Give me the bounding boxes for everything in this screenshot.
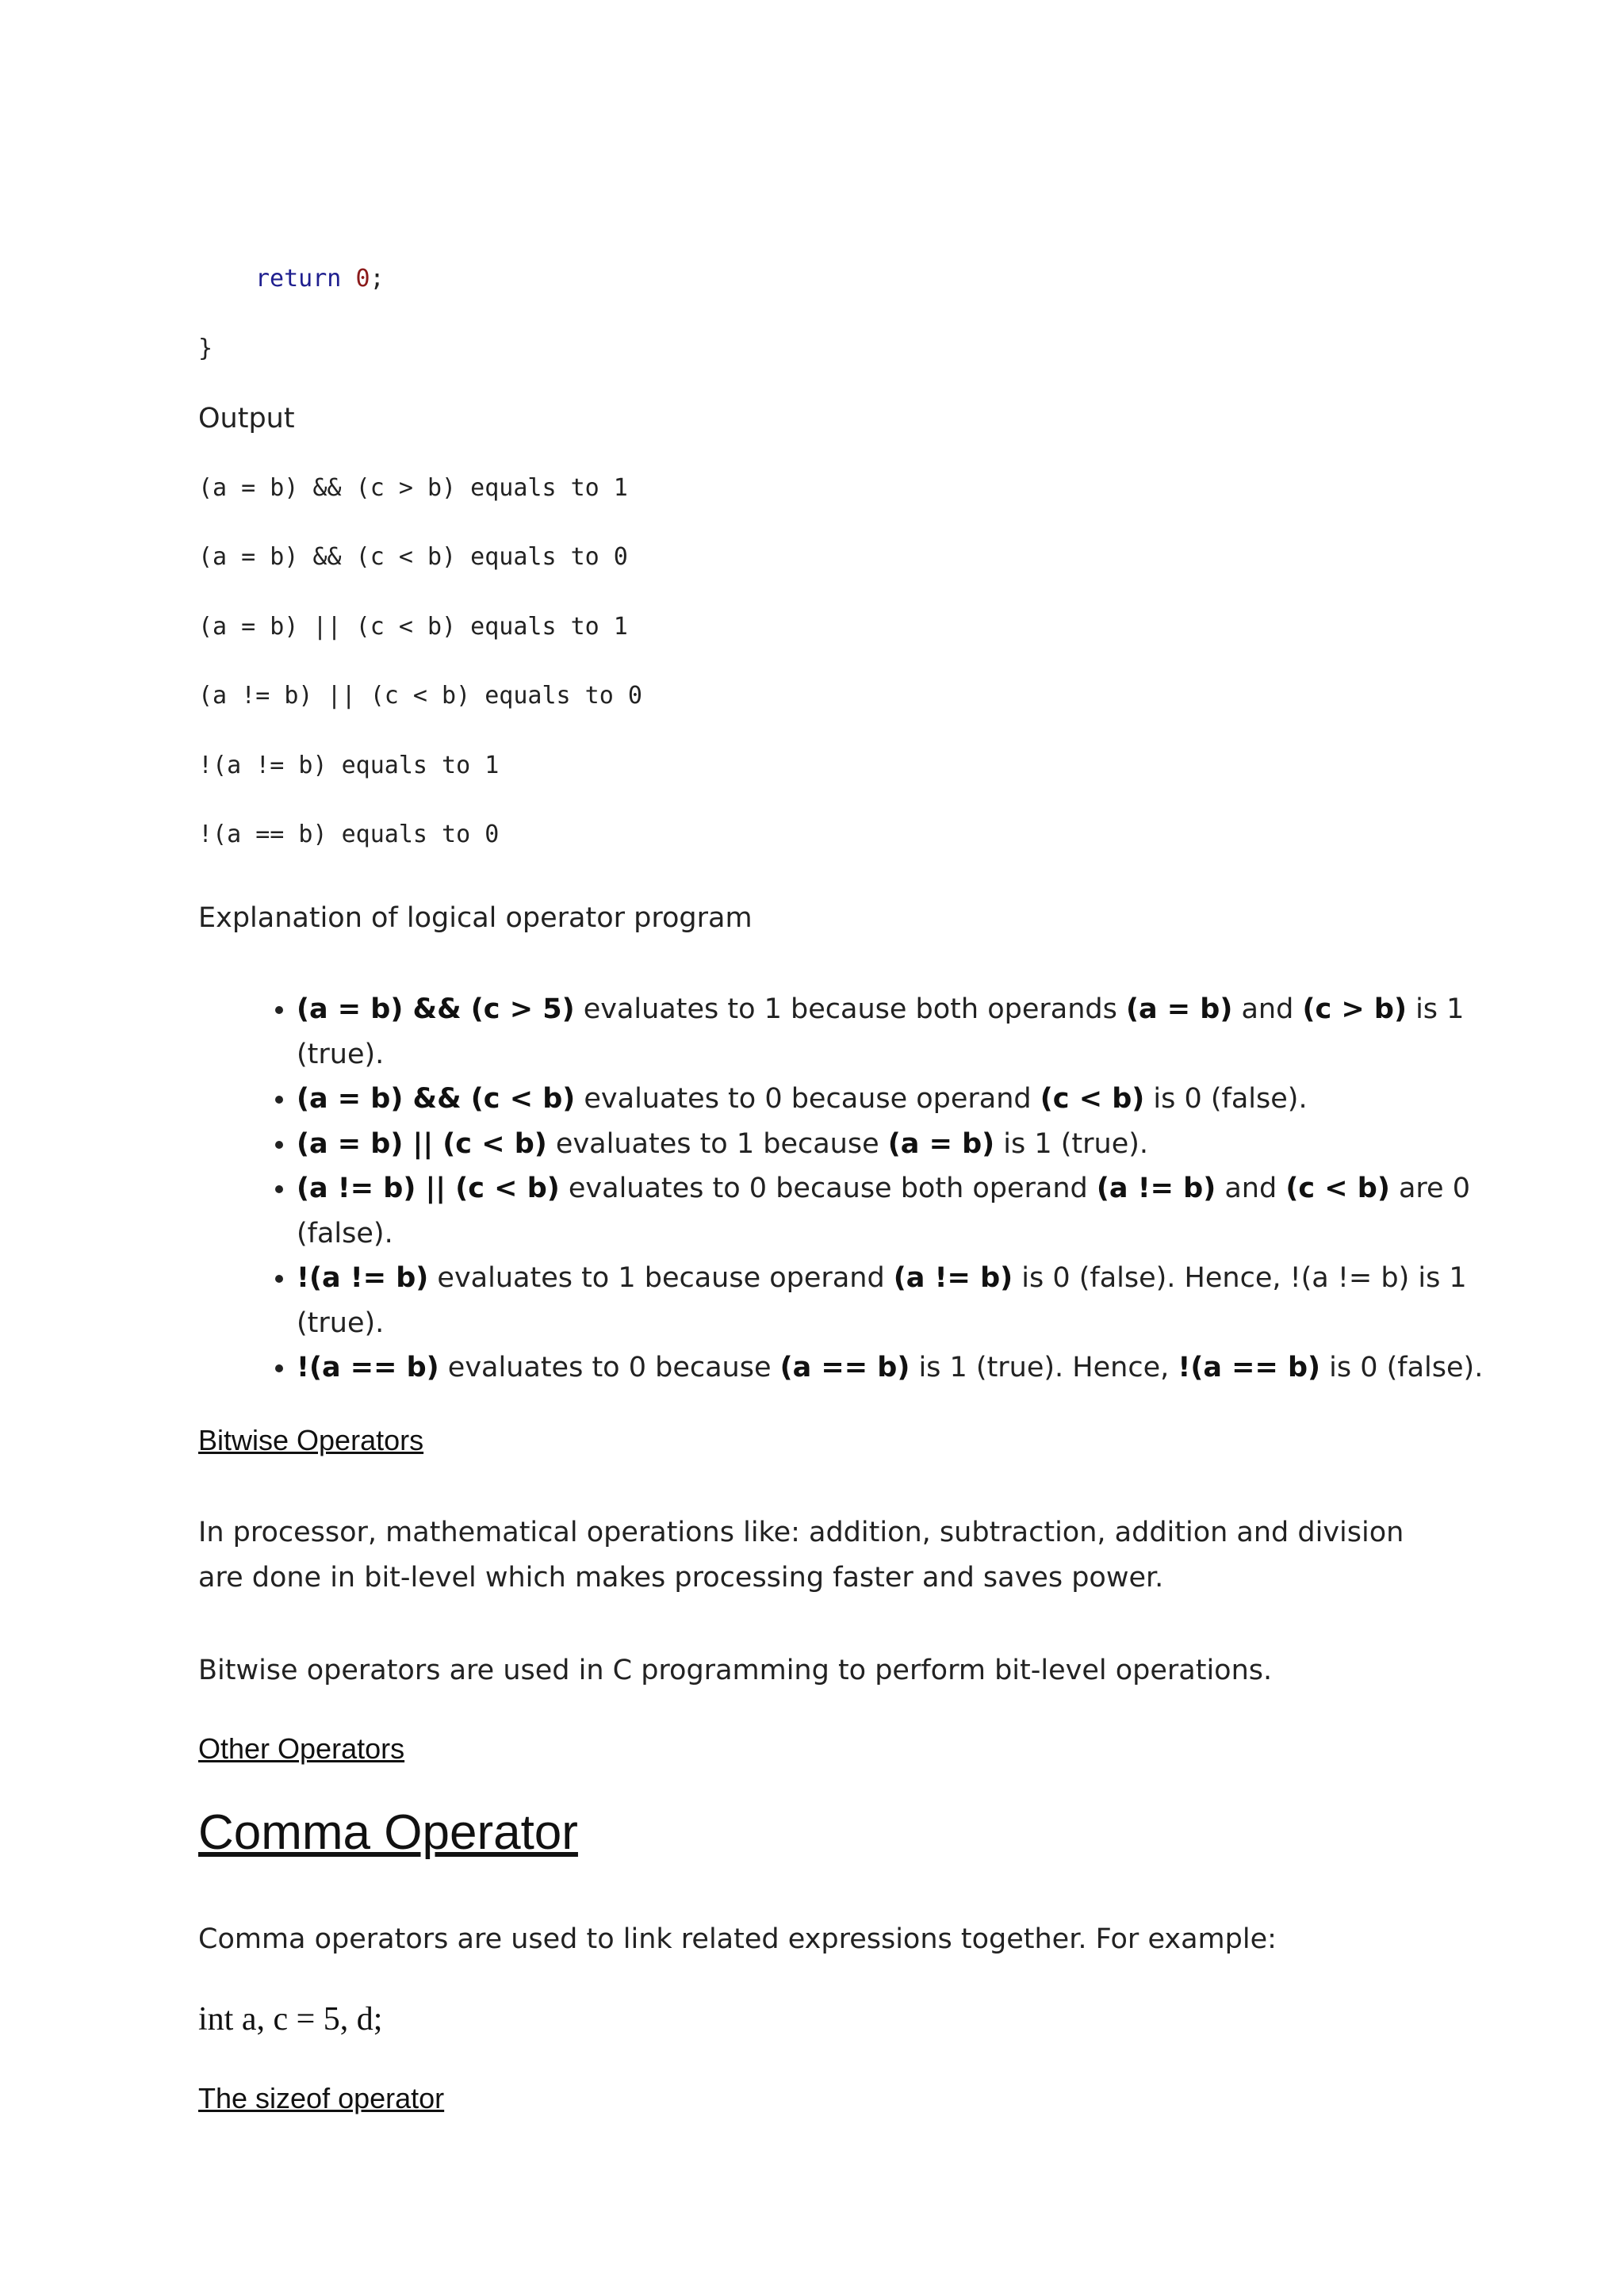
bitwise-paragraph: Bitwise operators are used in C programming to perform bit-level operations. bbox=[198, 1655, 1273, 1686]
comma-operator-heading: Comma Operator bbox=[198, 1805, 578, 1860]
list-text: are 0 (false). bbox=[297, 1173, 1470, 1249]
code-keyword: return bbox=[255, 265, 342, 293]
output-line: (a = b) || (c < b) equals to 1 bbox=[198, 613, 628, 641]
output-line: !(a == b) equals to 0 bbox=[198, 821, 500, 848]
list-text: evaluates to 0 because both operand bbox=[559, 1173, 1097, 1204]
code-return-line bbox=[255, 265, 385, 293]
list-text: is 0 (false). bbox=[1320, 1352, 1484, 1383]
bold-expression: !(a != b) bbox=[297, 1262, 429, 1294]
list-text: evaluates to 0 because bbox=[439, 1352, 780, 1383]
bold-expression: (a != b) bbox=[893, 1262, 1013, 1294]
explanation-heading: Explanation of logical operator program bbox=[198, 902, 753, 934]
bold-expression: (a = b) && (c < b) bbox=[297, 1083, 576, 1115]
comma-paragraph: Comma operators are used to link related expressions together. For example: bbox=[198, 1923, 1277, 1955]
list-text: evaluates to 0 because operand bbox=[575, 1083, 1040, 1115]
list-item bbox=[297, 1122, 1534, 1167]
sizeof-heading: The sizeof operator bbox=[198, 2082, 445, 2114]
output-label: Output bbox=[198, 403, 295, 434]
bitwise-heading: Bitwise Operators bbox=[198, 1424, 424, 1456]
bold-expression: (a != b) bbox=[1096, 1173, 1216, 1204]
explanation-list bbox=[198, 987, 1534, 1391]
output-line: (a = b) && (c > b) equals to 1 bbox=[198, 474, 628, 502]
code-semicolon: ; bbox=[370, 265, 385, 293]
output-line: (a != b) || (c < b) equals to 0 bbox=[198, 682, 642, 710]
list-item bbox=[297, 1256, 1534, 1345]
code-number: 0 bbox=[355, 265, 370, 293]
list-text: is 1 (true). bbox=[994, 1127, 1149, 1160]
list-text: and bbox=[1232, 993, 1303, 1025]
code-close-brace: } bbox=[198, 335, 213, 362]
bold-expression: (c > b) bbox=[1302, 993, 1407, 1025]
list-text: evaluates to 1 because operand bbox=[428, 1262, 894, 1294]
output-line: !(a != b) equals to 1 bbox=[198, 752, 500, 779]
bold-expression: !(a == b) bbox=[1178, 1352, 1321, 1383]
bold-expression: (a = b) || (c < b) bbox=[297, 1127, 547, 1160]
other-operators-heading: Other Operators bbox=[198, 1732, 405, 1765]
bold-expression: (a = b) bbox=[887, 1127, 995, 1160]
bold-expression: (a = b) && (c > 5) bbox=[297, 993, 575, 1025]
list-text: and bbox=[1216, 1173, 1286, 1204]
bold-expression: !(a == b) bbox=[297, 1352, 439, 1383]
list-item bbox=[297, 987, 1534, 1077]
list-item bbox=[297, 1166, 1534, 1256]
list-text: evaluates to 1 because both operands bbox=[574, 993, 1126, 1025]
list-text: is 1 (true). Hence, bbox=[910, 1352, 1178, 1383]
list-text: is 0 (false). Hence, !(a != b) is 1 (true). bbox=[297, 1262, 1467, 1339]
list-item bbox=[297, 1077, 1534, 1122]
list-text: evaluates to 1 because bbox=[546, 1127, 888, 1160]
bold-expression: (c < b) bbox=[1040, 1083, 1145, 1115]
bold-expression: (a == b) bbox=[779, 1352, 910, 1383]
bold-expression: (a = b) bbox=[1125, 993, 1233, 1025]
bold-expression: (c < b) bbox=[1285, 1173, 1390, 1204]
list-text: is 1 (true). bbox=[297, 993, 1465, 1070]
bitwise-paragraph: In processor, mathematical operations like: addition, subtraction, addition and division are done in bit-level which makes processing faster and saves power. bbox=[198, 1517, 1404, 1594]
list-item bbox=[297, 1345, 1534, 1391]
bold-expression: (a != b) || (c < b) bbox=[297, 1173, 560, 1204]
comma-example: int a, c = 5, d; bbox=[198, 2001, 383, 2038]
list-text: is 0 (false). bbox=[1144, 1083, 1308, 1115]
output-line: (a = b) && (c < b) equals to 0 bbox=[198, 543, 628, 571]
